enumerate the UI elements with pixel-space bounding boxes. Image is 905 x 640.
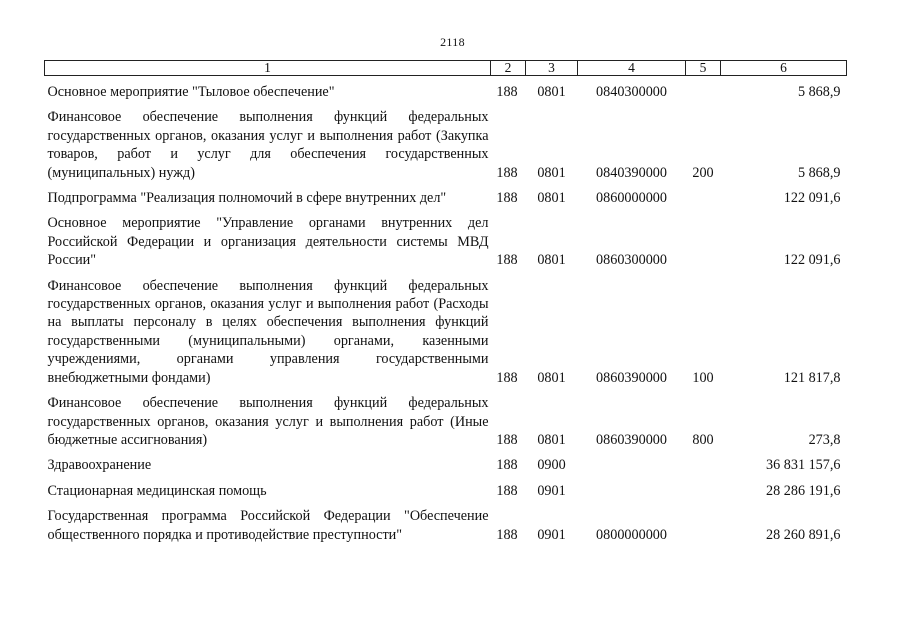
table-row xyxy=(45,394,847,449)
row-name: Здравоохранение xyxy=(47,457,152,474)
budget-table xyxy=(44,60,847,544)
table-row xyxy=(45,108,847,182)
row-ministry-code: 188 xyxy=(496,369,518,386)
row-ministry-code: 188 xyxy=(496,482,518,499)
row-expense-type xyxy=(686,83,721,101)
row-name: Финансовое обеспечение выполнения функций федеральных государственных органов, оказания услуг и выполнения работ (Закупка товаров, работ и услуг для обеспечения государственных (муниципальных) нужд) xyxy=(47,109,489,181)
row-section-code: 0801 xyxy=(537,190,566,207)
row-amount: 5 868,9 xyxy=(797,84,841,100)
row-ministry-code: 188 xyxy=(496,252,518,269)
row-target-code: 0800000000 xyxy=(596,526,667,543)
row-expense-type: 200 xyxy=(692,164,714,181)
row-target-code: 0860000000 xyxy=(596,190,667,207)
header-row xyxy=(45,61,847,76)
row-ministry-code: 188 xyxy=(496,526,518,543)
header-col-4: 4 xyxy=(578,61,686,76)
row-ministry-code: 188 xyxy=(496,431,518,448)
row-section-code: 0801 xyxy=(537,369,566,386)
row-ministry-code: 188 xyxy=(496,457,518,474)
row-section-code: 0801 xyxy=(537,84,566,100)
header-col-2: 2 xyxy=(491,61,526,76)
table-row xyxy=(45,482,847,500)
row-amount: 28 260 891,6 xyxy=(766,526,841,543)
row-ministry-code: 188 xyxy=(496,190,518,207)
row-amount: 28 286 191,6 xyxy=(766,482,841,499)
row-target-code xyxy=(578,456,686,474)
row-name: Основное мероприятие "Управление органами внутренних дел Российской Федерации и организация деятельности системы МВД России" xyxy=(47,215,489,269)
row-amount: 121 817,8 xyxy=(783,369,841,386)
row-expense-type xyxy=(686,456,721,474)
row-amount: 122 091,6 xyxy=(783,190,841,207)
row-name: Финансовое обеспечение выполнения функций федеральных государственных органов, оказания услуг и выполнения работ (Расходы на выплаты персоналу в целях обеспечения выполнения функций государственными (муниципальными) органами, казенными учреждениями, органами управления государственными внебюджетными фондами) xyxy=(47,277,489,386)
row-name: Основное мероприятие "Тыловое обеспечение" xyxy=(47,84,335,100)
row-ministry-code: 188 xyxy=(496,164,518,181)
row-target-code: 0840300000 xyxy=(596,84,667,100)
table-row xyxy=(45,456,847,474)
row-amount: 5 868,9 xyxy=(797,164,841,181)
row-expense-type xyxy=(686,482,721,500)
row-ministry-code: 188 xyxy=(496,84,518,100)
row-section-code: 0901 xyxy=(537,526,566,543)
table-row xyxy=(45,507,847,544)
row-target-code: 0860300000 xyxy=(596,252,667,269)
row-target-code: 0840390000 xyxy=(596,164,667,181)
row-expense-type xyxy=(686,214,721,269)
row-section-code: 0900 xyxy=(537,457,566,474)
row-section-code: 0901 xyxy=(537,482,566,499)
row-target-code xyxy=(578,482,686,500)
row-expense-type xyxy=(686,189,721,207)
row-expense-type: 800 xyxy=(692,431,714,448)
row-expense-type xyxy=(686,507,721,544)
row-amount: 273,8 xyxy=(808,431,841,448)
row-target-code: 0860390000 xyxy=(596,431,667,448)
table-row xyxy=(45,277,847,387)
row-name: Стационарная медицинская помощь xyxy=(47,482,267,499)
row-amount: 122 091,6 xyxy=(783,252,841,269)
header-col-1: 1 xyxy=(45,61,491,76)
row-name: Государственная программа Российской Федерации "Обеспечение общественного порядка и противодействие преступности" xyxy=(47,508,489,543)
table-row xyxy=(45,83,847,101)
row-section-code: 0801 xyxy=(537,431,566,448)
row-name: Финансовое обеспечение выполнения функций федеральных государственных органов, оказания услуг и выполнения работ (Иные бюджетные ассигнования) xyxy=(47,395,489,448)
table-row xyxy=(45,189,847,207)
row-section-code: 0801 xyxy=(537,164,566,181)
page-number: 2118 xyxy=(440,35,465,49)
header-col-3: 3 xyxy=(526,61,578,76)
header-col-5: 5 xyxy=(686,61,721,76)
row-name: Подпрограмма "Реализация полномочий в сфере внутренних дел" xyxy=(47,190,447,207)
header-col-6: 6 xyxy=(721,61,847,76)
row-section-code: 0801 xyxy=(537,252,566,269)
row-target-code: 0860390000 xyxy=(596,369,667,386)
table-row xyxy=(45,214,847,269)
row-expense-type: 100 xyxy=(692,369,714,386)
row-amount: 36 831 157,6 xyxy=(766,457,841,474)
